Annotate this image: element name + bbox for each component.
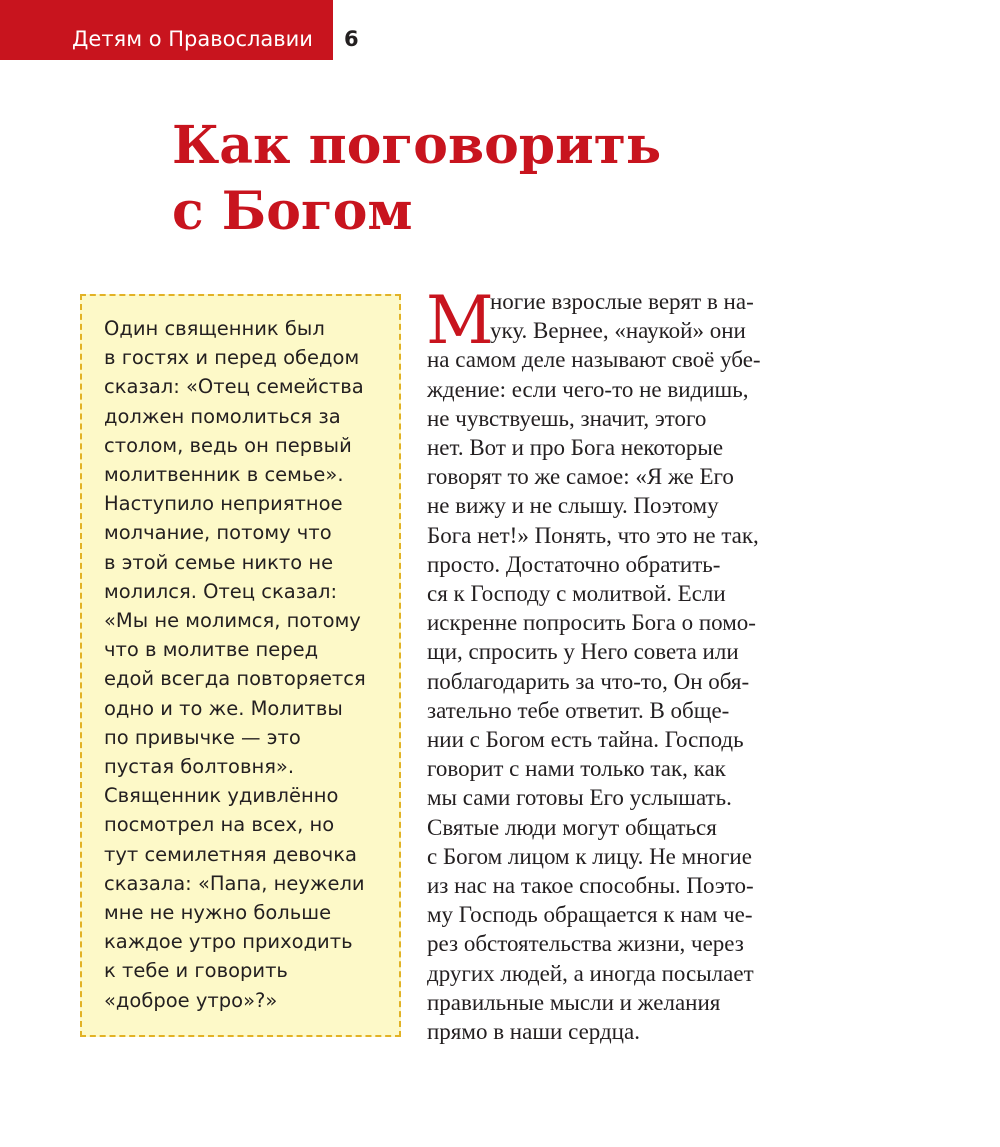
article-line: из нас на такое способны. Поэто- [427, 873, 754, 899]
sidebar-line: к тебе и говорить [104, 959, 288, 983]
sidebar-line: одно и то же. Молитвы [104, 696, 343, 720]
page-title [172, 113, 661, 245]
sidebar-line: Один священник был [104, 317, 325, 340]
sidebar-line: посмотрел на всех, но [104, 813, 335, 837]
drop-cap: М [426, 282, 494, 359]
article-line: рез обстоятельства жизни, через [427, 931, 744, 957]
article-line: других людей, а иногда посылает [427, 960, 754, 986]
article-line: Бога нет!» Понять, что это не так, [427, 522, 759, 548]
article-line: на самом деле называют своё убе- [427, 347, 761, 373]
article-line: просто. Достаточно обратить- [427, 551, 721, 577]
sidebar-line: тут семилетняя девочка [104, 842, 357, 866]
sidebar-line: сказал: «Отец семейства [104, 375, 364, 399]
article-line: правильные мысли и желания [427, 989, 721, 1015]
article-line: говорит с нами только так, как [427, 756, 726, 782]
article-line: нет. Вот и про Бога некоторые [427, 435, 724, 461]
sidebar-line: «доброе утро»?» [104, 988, 278, 1012]
sidebar-line: пустая болтовня». [104, 755, 295, 779]
sidebar-line: едой всегда повторяется [104, 667, 366, 691]
page-title-line: с Богом [172, 181, 413, 242]
page-title-line: Как поговорить [172, 115, 662, 176]
sidebar-line: Наступило неприятное [104, 492, 343, 516]
sidebar-line: столом, ведь он первый [104, 433, 352, 457]
sidebar-line: по привычке — это [104, 725, 301, 749]
article-line: Святые люди могут общаться [427, 814, 717, 840]
sidebar-line: молился. Отец сказал: [104, 579, 338, 603]
article-line: не вижу и не слышу. Поэтому [427, 493, 719, 519]
sidebar-line: должен помолиться за [104, 404, 341, 428]
article-line: ждение: если чего-то не видишь, [427, 376, 749, 402]
article-line: му Господь обращается к нам че- [427, 902, 753, 928]
sidebar-line: в этой семье никто не [104, 550, 334, 574]
article-line: говорят то же самое: «Я же Его [427, 464, 734, 490]
sidebar-line: мне не нужно больше [104, 901, 332, 925]
page-number: 6 [344, 27, 359, 51]
article-line: щи, спросить у Него совета или [427, 639, 739, 665]
article-line: поблагодарить за что-то, Он обя- [427, 668, 750, 694]
sidebar-line: «Мы не молимся, потому [104, 609, 361, 633]
article-line: прямо в наши сердца. [427, 1019, 640, 1045]
sidebar-story [104, 314, 366, 1015]
article-line: мы сами готовы Его услышать. [427, 785, 732, 811]
section-title: Детям о Православии [72, 27, 313, 51]
article-line: уку. Вернее, «наукой» они [490, 318, 746, 344]
article-line: с Богом лицом к лицу. Не многие [427, 843, 752, 869]
sidebar-line: молитвенник в семье». [104, 463, 344, 487]
sidebar-line: сказала: «Папа, неужели [104, 871, 365, 895]
article-line: ногие взрослые верят в на- [490, 289, 754, 314]
article-line: не чувствуешь, значит, этого [427, 405, 707, 431]
sidebar-line: Священник удивлённо [104, 784, 339, 808]
article-line: искренне попросить Бога о помо- [427, 610, 756, 636]
sidebar-line: в гостях и перед обедом [104, 346, 360, 370]
sidebar-line: молчание, потому что [104, 521, 332, 545]
article-line: ся к Господу с молитвой. Если [427, 581, 726, 607]
article-body [427, 287, 761, 1046]
sidebar-line: что в молитве перед [104, 638, 319, 662]
sidebar-line: каждое утро приходить [104, 930, 353, 954]
article-line: нии с Богом есть тайна. Господь [427, 727, 744, 753]
article-line: зательно тебе ответит. В обще- [427, 697, 730, 723]
